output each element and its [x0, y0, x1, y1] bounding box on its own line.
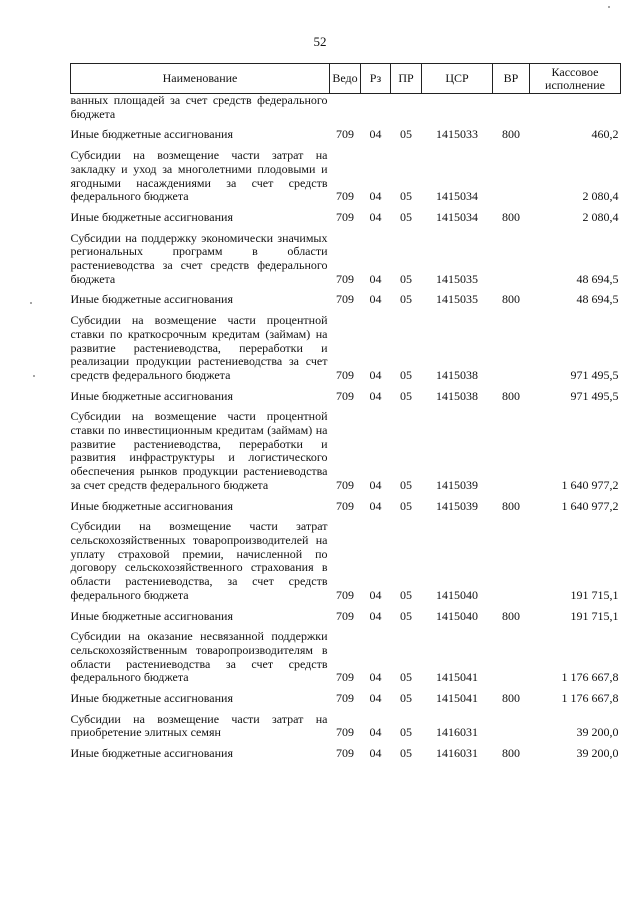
row-csr: 1415040	[436, 587, 478, 602]
budget-table	[70, 63, 621, 761]
row-rz: 04	[369, 498, 382, 513]
table-row	[71, 286, 621, 307]
table-row	[71, 94, 621, 122]
table-header-row	[71, 64, 621, 94]
row-name: Иные бюджетные ассигнования	[70, 209, 233, 224]
header-ved: Ведо	[330, 64, 361, 94]
row-pr: 05	[400, 209, 412, 224]
row-pr: 05	[400, 608, 412, 623]
row-rz: 04	[369, 127, 382, 142]
row-sum: 48 694,5	[576, 292, 619, 307]
row-vr: 800	[502, 498, 520, 513]
row-ved: 709	[336, 189, 354, 204]
row-rz: 04	[369, 670, 382, 685]
row-rz: 04	[369, 608, 382, 623]
row-ved: 709	[336, 271, 354, 286]
row-pr: 05	[400, 292, 412, 307]
row-rz: 04	[369, 388, 382, 403]
row-pr: 05	[400, 746, 412, 761]
row-csr: 1415039	[436, 477, 478, 492]
row-sum: 1 640 977,2	[561, 477, 619, 492]
row-name: Иные бюджетные ассигнования	[70, 746, 233, 761]
row-name: Субсидии на возмещение части затрат на закладку и уход за многолетними плодовыми и ягодными насаждениями за счет средств федерального бюджета	[70, 148, 328, 204]
row-sum: 1 176 667,8	[561, 670, 619, 685]
row-pr: 05	[400, 477, 412, 492]
row-csr: 1415041	[436, 691, 478, 706]
row-ved: 709	[336, 587, 354, 602]
row-rz	[361, 94, 391, 122]
table-row	[71, 121, 621, 142]
row-rz: 04	[369, 189, 382, 204]
row-sum: 39 200,0	[576, 725, 619, 740]
header-pr: ПР	[391, 64, 422, 94]
table-row	[71, 706, 621, 740]
header-kassa: Кассовое исполнение	[530, 64, 621, 94]
table-row	[71, 513, 621, 602]
row-name: Субсидии на возмещение части процентной ставки по инвестиционным кредитам (займам) на развитие растениеводства, переработки и развития инфраструктуры и логистического обеспечения рынков продукции растениеводства за счет средств федерального бюджета	[70, 409, 328, 492]
row-vr	[493, 403, 530, 492]
row-pr: 05	[400, 498, 412, 513]
row-sum: 460,2	[591, 127, 619, 142]
row-ved: 709	[336, 746, 354, 761]
row-ved: 709	[336, 608, 354, 623]
row-ved: 709	[336, 388, 354, 403]
row-csr: 1415033	[436, 127, 478, 142]
row-sum: 191 715,1	[570, 608, 619, 623]
row-vr	[493, 623, 530, 685]
row-vr: 800	[502, 127, 520, 142]
row-vr: 800	[502, 209, 520, 224]
row-ved: 709	[336, 670, 354, 685]
row-pr: 05	[400, 587, 412, 602]
row-name: Субсидии на возмещение части затрат сельскохозяйственных товаропроизводителей на уплату страховой премии, начисленной по договору сельскохозяйственного страхования в области растениеводства, за счет средств федерального бюджета	[70, 519, 328, 602]
row-pr	[391, 94, 422, 122]
row-csr: 1415035	[436, 271, 478, 286]
row-vr: 800	[502, 292, 520, 307]
row-csr: 1415039	[436, 498, 478, 513]
row-rz: 04	[369, 746, 382, 761]
row-sum: 191 715,1	[570, 587, 619, 602]
row-ved: 709	[336, 725, 354, 740]
header-csr: ЦСР	[422, 64, 493, 94]
scan-speck	[33, 375, 35, 377]
row-name: Иные бюджетные ассигнования	[70, 388, 233, 403]
table-row	[71, 403, 621, 492]
row-ved: 709	[336, 127, 354, 142]
header-rz: Рз	[361, 64, 391, 94]
row-csr: 1415034	[436, 189, 478, 204]
row-name: Субсидии на оказание несвязанной поддержки сельскохозяйственным товаропроизводителям в области растениеводства за счет средств федерального бюджета	[70, 629, 328, 685]
row-ved: 709	[336, 209, 354, 224]
row-vr	[493, 706, 530, 740]
row-csr	[422, 94, 493, 122]
row-sum: 971 495,5	[570, 367, 619, 382]
row-ved: 709	[336, 292, 354, 307]
row-name: Субсидии на возмещение части затрат на приобретение элитных семян	[70, 711, 328, 740]
row-rz: 04	[369, 477, 382, 492]
row-csr: 1415038	[436, 388, 478, 403]
row-rz: 04	[369, 209, 382, 224]
row-pr: 05	[400, 189, 412, 204]
table-row	[71, 603, 621, 624]
row-sum: 48 694,5	[576, 271, 619, 286]
row-pr: 05	[400, 367, 412, 382]
row-vr: 800	[502, 388, 520, 403]
row-sum: 971 495,5	[570, 388, 619, 403]
row-name: Иные бюджетные ассигнования	[70, 292, 233, 307]
row-csr: 1415038	[436, 367, 478, 382]
row-pr: 05	[400, 127, 412, 142]
table-row	[71, 685, 621, 706]
row-pr: 05	[400, 670, 412, 685]
row-sum: 2 080,4	[582, 209, 619, 224]
row-csr: 1415041	[436, 670, 478, 685]
table-row	[71, 623, 621, 685]
row-vr	[493, 307, 530, 383]
table-row	[71, 225, 621, 287]
header-vr: ВР	[493, 64, 530, 94]
row-name: Иные бюджетные ассигнования	[70, 127, 233, 142]
row-name: ванных площадей за счет средств федерального бюджета	[70, 93, 328, 121]
row-pr: 05	[400, 388, 412, 403]
scan-speck	[608, 6, 610, 8]
row-name: Иные бюджетные ассигнования	[70, 691, 233, 706]
row-rz: 04	[369, 271, 382, 286]
table-row	[71, 740, 621, 761]
header-name: Наименование	[71, 64, 330, 94]
row-name: Субсидии на возмещение части процентной ставки по краткосрочным кредитам (займам) на развитие растениеводства, переработки и реализации продукции растениеводства за счет средств федерального бюджета	[70, 313, 328, 382]
row-sum: 1 176 667,8	[561, 691, 619, 706]
row-csr: 1415034	[436, 209, 478, 224]
row-csr: 1416031	[436, 725, 478, 740]
table-row	[71, 307, 621, 383]
table-row	[71, 493, 621, 514]
row-rz: 04	[369, 367, 382, 382]
row-name: Субсидии на поддержку экономически значимых региональных программ в области растениеводства за счет средств федерального бюджета	[70, 230, 328, 286]
row-name: Иные бюджетные ассигнования	[70, 608, 233, 623]
row-csr: 1415040	[436, 608, 478, 623]
row-name: Иные бюджетные ассигнования	[70, 498, 233, 513]
row-ved: 709	[336, 367, 354, 382]
row-rz: 04	[369, 691, 382, 706]
row-ved: 709	[336, 477, 354, 492]
table-row	[71, 204, 621, 225]
row-pr: 05	[400, 271, 412, 286]
row-rz: 04	[369, 725, 382, 740]
row-csr: 1415035	[436, 292, 478, 307]
row-rz: 04	[369, 587, 382, 602]
row-sum: 2 080,4	[582, 189, 619, 204]
row-pr: 05	[400, 725, 412, 740]
row-ved: 709	[336, 691, 354, 706]
row-ved	[330, 94, 361, 122]
row-sum	[530, 94, 621, 122]
row-csr: 1416031	[436, 746, 478, 761]
table-row	[71, 142, 621, 204]
scan-speck	[30, 302, 32, 304]
table-row	[71, 383, 621, 404]
row-vr	[493, 142, 530, 204]
row-vr	[493, 94, 530, 122]
row-rz: 04	[369, 292, 382, 307]
row-vr: 800	[502, 691, 520, 706]
row-sum: 1 640 977,2	[561, 498, 619, 513]
row-sum: 39 200,0	[576, 746, 619, 761]
row-vr	[493, 225, 530, 287]
page-number: 52	[313, 34, 327, 49]
row-ved: 709	[336, 498, 354, 513]
row-vr	[493, 513, 530, 602]
row-vr: 800	[502, 608, 520, 623]
row-vr: 800	[502, 746, 520, 761]
row-pr: 05	[400, 691, 412, 706]
